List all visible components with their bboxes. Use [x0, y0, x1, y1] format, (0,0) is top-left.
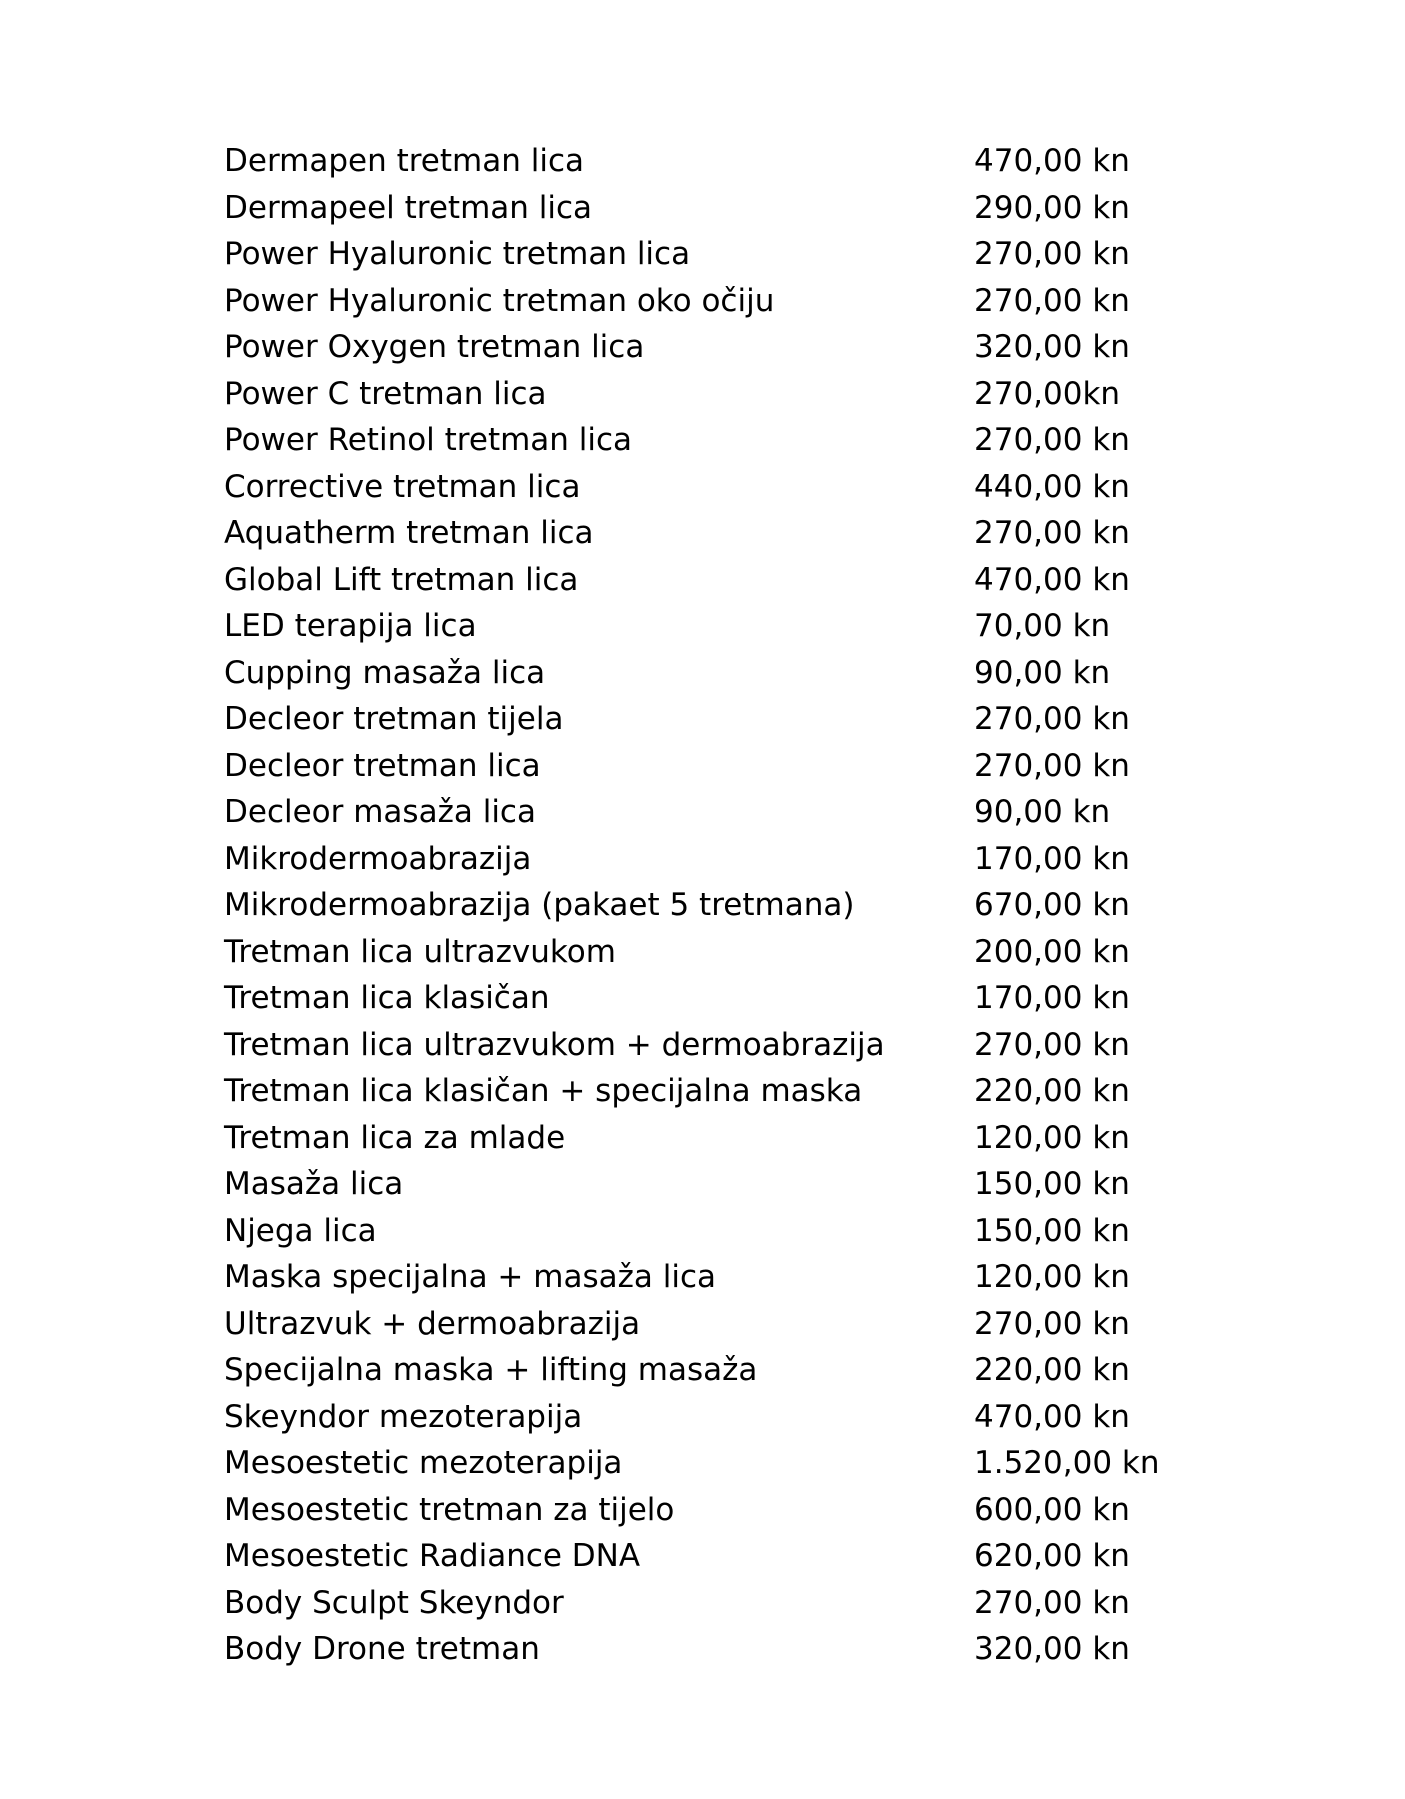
- service-name: Masaža lica: [224, 1166, 404, 1203]
- price-row: [224, 882, 1204, 929]
- service-name: Mesoestetic Radiance DNA: [224, 1538, 641, 1575]
- price-row: [224, 278, 1204, 325]
- price-row: [224, 464, 1204, 511]
- service-name: Decleor tretman tijela: [224, 701, 564, 738]
- service-price: 220,00 kn: [974, 1073, 1130, 1110]
- service-price: 620,00 kn: [974, 1538, 1130, 1575]
- service-name: Mikrodermoabrazija: [224, 840, 532, 877]
- service-price: 270,00 kn: [974, 515, 1130, 552]
- service-name: Power Retinol tretman lica: [224, 422, 633, 459]
- price-row: [224, 1115, 1204, 1162]
- service-name: Aquatherm tretman lica: [224, 515, 594, 552]
- service-price: 120,00 kn: [974, 1259, 1130, 1296]
- service-name: Njega lica: [224, 1212, 377, 1249]
- service-price: 270,00 kn: [974, 747, 1130, 784]
- service-name: Power C tretman lica: [224, 375, 547, 412]
- service-price: 170,00 kn: [974, 980, 1130, 1017]
- price-row: [224, 1626, 1204, 1673]
- service-name: Corrective tretman lica: [224, 468, 581, 505]
- service-name: Ultrazvuk + dermoabrazija: [224, 1305, 641, 1342]
- service-name: Dermapeel tretman lica: [224, 189, 593, 226]
- service-name: Mesoestetic tretman za tijelo: [224, 1491, 675, 1528]
- service-price: 90,00 kn: [974, 794, 1111, 831]
- service-price: 90,00 kn: [974, 654, 1111, 691]
- service-price: 70,00 kn: [974, 608, 1111, 645]
- price-row: [224, 557, 1204, 604]
- price-row: [224, 371, 1204, 418]
- service-name: Decleor tretman lica: [224, 747, 541, 784]
- service-name: Tretman lica ultrazvukom + dermoabrazija: [224, 1026, 885, 1063]
- price-row: [224, 650, 1204, 697]
- service-price: 270,00 kn: [974, 701, 1130, 738]
- price-row: [224, 603, 1204, 650]
- price-row: [224, 417, 1204, 464]
- price-row: [224, 1254, 1204, 1301]
- service-price: 150,00 kn: [974, 1212, 1130, 1249]
- price-row: [224, 1580, 1204, 1627]
- price-row: [224, 1440, 1204, 1487]
- service-price: 1.520,00 kn: [974, 1445, 1160, 1482]
- service-name: Power Hyaluronic tretman lica: [224, 236, 691, 273]
- service-name: Maska specijalna + masaža lica: [224, 1259, 716, 1296]
- price-row: [224, 324, 1204, 371]
- service-name: Skeyndor mezoterapija: [224, 1398, 583, 1435]
- service-name: Tretman lica za mlade: [224, 1119, 566, 1156]
- price-row: [224, 743, 1204, 790]
- price-row: [224, 1208, 1204, 1255]
- price-row: [224, 138, 1204, 185]
- price-row: [224, 975, 1204, 1022]
- service-price: 320,00 kn: [974, 1631, 1130, 1668]
- price-row: [224, 1394, 1204, 1441]
- price-row: [224, 696, 1204, 743]
- service-price: 120,00 kn: [974, 1119, 1130, 1156]
- service-price: 600,00 kn: [974, 1491, 1130, 1528]
- service-price: 470,00 kn: [974, 143, 1130, 180]
- service-name: Tretman lica ultrazvukom: [224, 933, 616, 970]
- service-name: Tretman lica klasičan: [224, 980, 550, 1017]
- price-row: [224, 1161, 1204, 1208]
- service-name: Power Oxygen tretman lica: [224, 329, 645, 366]
- service-name: Mesoestetic mezoterapija: [224, 1445, 623, 1482]
- service-name: Cupping masaža lica: [224, 654, 546, 691]
- service-name: Power Hyaluronic tretman oko očiju: [224, 282, 775, 319]
- service-name: Body Drone tretman: [224, 1631, 540, 1668]
- service-price: 270,00kn: [974, 375, 1121, 412]
- price-row: [224, 1533, 1204, 1580]
- price-row: [224, 1301, 1204, 1348]
- service-price: 470,00 kn: [974, 1398, 1130, 1435]
- price-row: [224, 510, 1204, 557]
- price-row: [224, 1487, 1204, 1534]
- service-price: 470,00 kn: [974, 561, 1130, 598]
- service-name: Decleor masaža lica: [224, 794, 536, 831]
- price-list: [224, 138, 1204, 1673]
- price-row: [224, 231, 1204, 278]
- service-price: 670,00 kn: [974, 887, 1130, 924]
- service-price: 440,00 kn: [974, 468, 1130, 505]
- service-price: 220,00 kn: [974, 1352, 1130, 1389]
- service-price: 200,00 kn: [974, 933, 1130, 970]
- service-price: 150,00 kn: [974, 1166, 1130, 1203]
- service-name: Mikrodermoabrazija (pakaet 5 tretmana): [224, 887, 855, 924]
- service-name: Specijalna maska + lifting masaža: [224, 1352, 758, 1389]
- service-price: 270,00 kn: [974, 1584, 1130, 1621]
- service-name: Global Lift tretman lica: [224, 561, 579, 598]
- price-row: [224, 1347, 1204, 1394]
- service-price: 290,00 kn: [974, 189, 1130, 226]
- service-price: 270,00 kn: [974, 1026, 1130, 1063]
- service-price: 270,00 kn: [974, 1305, 1130, 1342]
- service-price: 270,00 kn: [974, 236, 1130, 273]
- service-name: LED terapija lica: [224, 608, 477, 645]
- price-row: [224, 929, 1204, 976]
- service-name: Tretman lica klasičan + specijalna maska: [224, 1073, 863, 1110]
- service-price: 270,00 kn: [974, 422, 1130, 459]
- service-name: Dermapen tretman lica: [224, 143, 584, 180]
- price-row: [224, 1068, 1204, 1115]
- service-price: 170,00 kn: [974, 840, 1130, 877]
- price-row: [224, 1022, 1204, 1069]
- service-price: 320,00 kn: [974, 329, 1130, 366]
- price-row: [224, 789, 1204, 836]
- service-price: 270,00 kn: [974, 282, 1130, 319]
- service-name: Body Sculpt Skeyndor: [224, 1584, 564, 1621]
- price-row: [224, 185, 1204, 232]
- price-row: [224, 836, 1204, 883]
